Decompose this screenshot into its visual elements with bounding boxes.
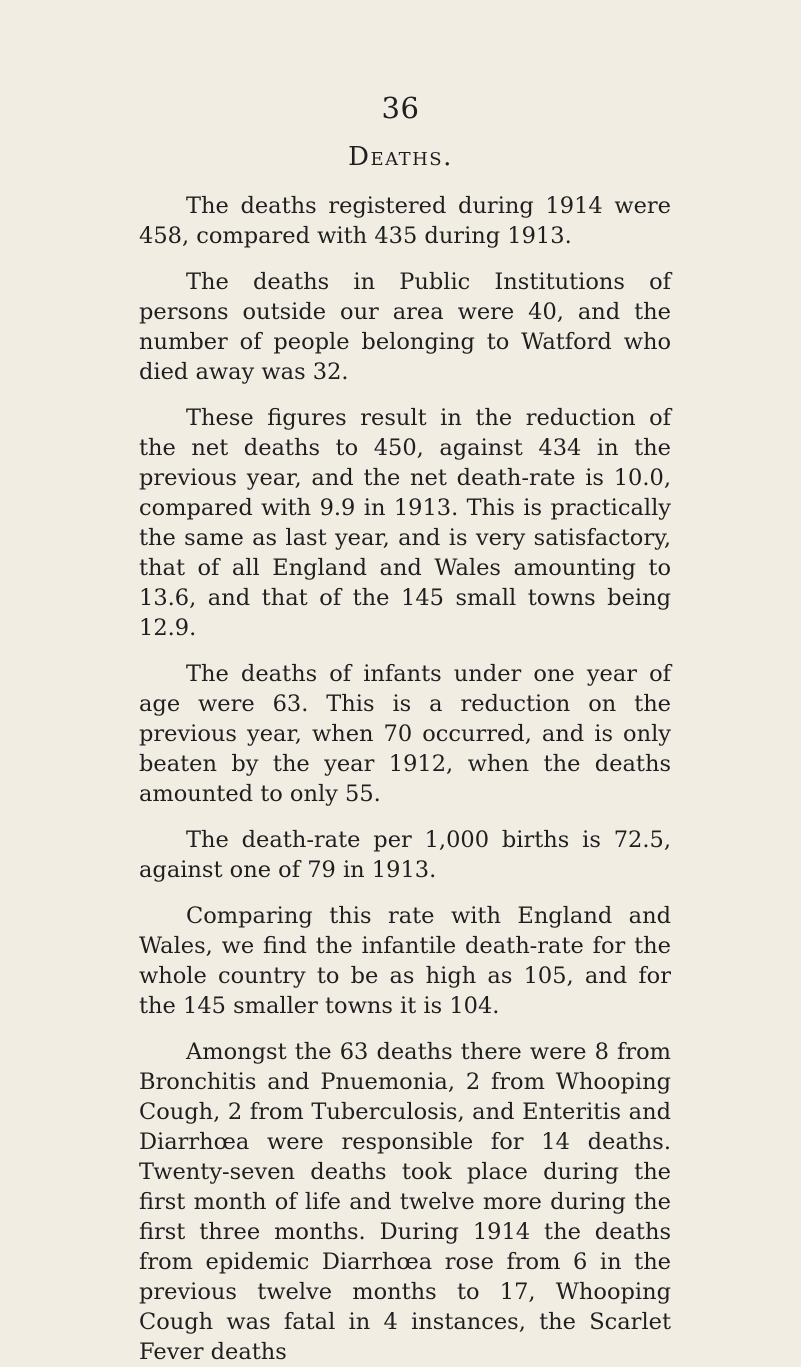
paragraph-net-death-rate: These figures result in the reduction of the net deaths to 450, against 434 in the previous year, and the net death-rate is 10.0, compared with 9.9 in 1913. This is practically the same as last year, and is very satisfactory, that of all England and Wales amounting to 13.6, and that of the 145 small towns being 12.9. [139,405,671,641]
page-number: 36 [381,91,420,125]
paragraph-infant-deaths: The deaths of infants under one year of age were 63. This is a reduction on the previous year, when 70 occurred, and is only beaten by the year 1912, when the deaths amounted to only 55. [139,661,671,807]
paragraph-death-rate-per-births: The death-rate per 1,000 births is 72.5, against one of 79 in 1913. [139,827,671,883]
section-heading: Deaths. [348,142,453,172]
paragraph-public-institutions: The deaths in Public Institutions of persons outside our area were 40, and the number of people belonging to Watford who died away was 32. [139,269,671,385]
paragraph-deaths-registered: The deaths registered during 1914 were 458, compared with 435 during 1913. [139,193,671,249]
paragraph-comparison: Comparing this rate with England and Wales, we find the infantile death-rate for the whole country to be as high as 105, and for the 145 smaller towns it is 104. [139,903,671,1019]
body-text [139,191,671,1367]
paragraph-causes: Amongst the 63 deaths there were 8 from Bronchitis and Pnuemonia, 2 from Whooping Cough, 2 from Tuberculosis, and Enteritis and Diarrhœa were responsible for 14 deaths. Twenty-seven deaths took place during the first month of life and twelve more during the first three months. During 1914 the deaths from epidemic Diarrhœa rose from 6 in the previous twelve months to 17, Whooping Cough was fatal in 4 instances, the Scarlet Fever deaths [139,1039,671,1365]
